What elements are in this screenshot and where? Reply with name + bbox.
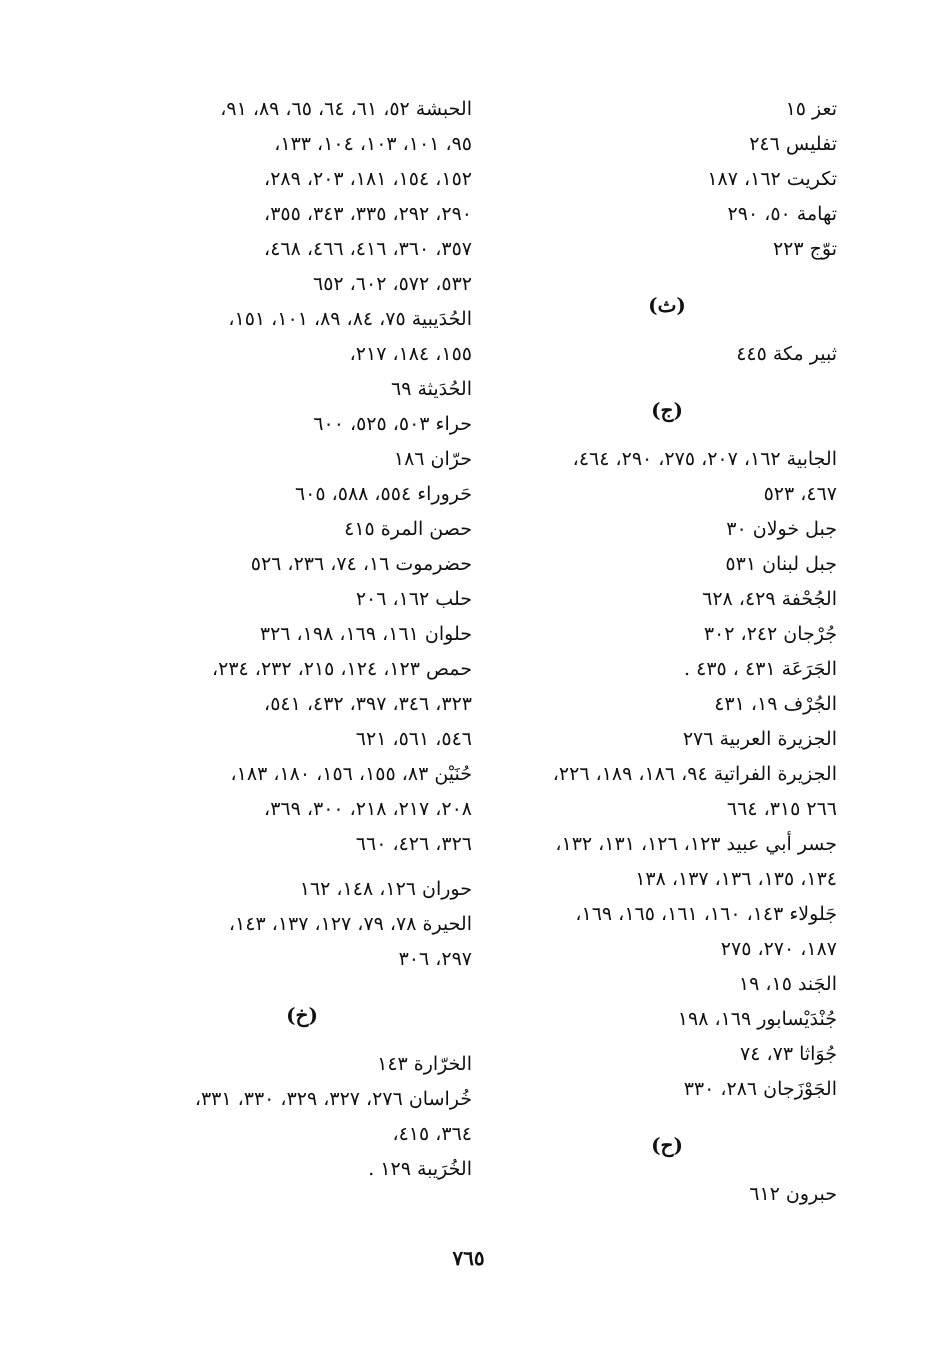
entry-continuation-line: ٢٩٠، ٢٩٢، ٣٣٥، ٣٤٣، ٣٥٥، [264,203,472,225]
index-entry [497,897,837,967]
section-letter-heading: (ح) [651,1133,683,1157]
index-entry [132,617,472,652]
entry-continuation-line: ٩٥، ١٠١، ١٠٣، ١٠٤، ١٣٣، [274,133,472,155]
entry-continuation-line: ١٣٤، ١٣٥، ١٣٦، ١٣٧، ١٣٨ [635,868,837,890]
index-entry [497,652,837,687]
index-entry [497,1002,837,1037]
index-entry [132,652,472,757]
entry-continuation-line: ١٨٧، ٢٧٠، ٢٧٥ [720,938,837,960]
index-entry [497,1177,837,1212]
section-letter-heading: (خ) [286,1003,318,1027]
index-entry [497,162,837,197]
index-entry [497,617,837,652]
index-column-right [497,92,837,1212]
entry-continuation-line: ٢٠٨، ٢١٧، ٢١٨، ٣٠٠، ٣٦٩، [264,798,472,820]
entry-line: جَلولاء ١٤٣، ١٦٠، ١٦١، ١٦٥، ١٦٩، [575,903,837,925]
index-entry [497,232,837,267]
index-entry [497,442,837,512]
entry-continuation-line: ١٥٥، ١٨٤، ٢١٧، [349,343,472,365]
index-entry [497,512,837,547]
entry-line: حصن المرة ٤١٥ [344,518,472,540]
entry-line: جبل خولان ٣٠ [726,518,837,540]
index-entry [132,547,472,582]
entry-line: جبل لبنان ٥٣١ [725,553,837,575]
index-entry [132,1152,472,1187]
index-entry [497,967,837,1002]
index-entry [132,872,472,907]
index-entry [497,547,837,582]
entry-line: حلب ١٦٢، ٢٠٦ [355,588,472,610]
index-entry [497,1072,837,1107]
entry-line: الجُحْفة ٤٢٩، ٦٢٨ [702,588,837,610]
entry-continuation-line: ١٥٢، ١٥٤، ١٨١، ٢٠٣، ٢٨٩، [264,168,472,190]
entry-line: الخرّارة ١٤٣ [377,1053,472,1075]
entry-line: حبرون ٦١٢ [749,1183,837,1205]
entry-line: جُرْجان ٢٤٢، ٣٠٢ [703,623,837,645]
section-letter-heading: (ث) [648,293,686,317]
index-entry [132,477,472,512]
index-entry [497,757,837,827]
entry-line: حرّان ١٨٦ [393,448,472,470]
index-entry [497,687,837,722]
entry-line: الجَند ١٥، ١٩ [738,973,837,995]
index-entry [132,907,472,977]
index-entry [497,722,837,757]
entry-line: خُراسان ٢٧٦، ٣٢٧، ٣٢٩، ٣٣٠، ٣٣١، [194,1088,472,1110]
index-entry [497,827,837,897]
entry-line: ثبير مكة ٤٤٥ [736,343,837,365]
entry-line: الحُدَيبية ٧٥، ٨٤، ٨٩، ١٠١، ١٥١، [228,308,472,330]
index-entry [497,92,837,127]
index-entry [497,337,837,372]
entry-line: تفليس ٢٤٦ [749,133,837,155]
index-entry [132,372,472,407]
index-entry [497,197,837,232]
entry-continuation-line: ٣٥٧، ٣٦٠، ٤١٦، ٤٦٦، ٤٦٨، [264,238,472,260]
entry-continuation-line: ٢٩٧، ٣٠٦ [398,948,472,970]
entry-line: الجَرَعَة ٤٣١ ، ٤٣٥ . [684,658,837,680]
entry-line: الجُرْف ١٩، ٤٣١ [714,693,837,715]
entry-line: الحُدَيثة ٦٩ [391,378,472,400]
index-entry [132,1082,472,1152]
index-entry [132,582,472,617]
entry-line: حمص ١٢٣، ١٢٤، ٢١٥، ٢٣٢، ٢٣٤، [212,658,472,680]
entry-line: حُنَيْن ٨٣، ١٥٥، ١٥٦، ١٨٠، ١٨٣، [230,763,472,785]
entry-continuation-line: ٢٦٦ ٣١٥، ٦٦٤ [726,798,837,820]
entry-line: حضرموت ١٦، ٧٤، ٢٣٦، ٥٢٦ [250,553,472,575]
entry-gap [132,862,472,872]
entry-line: توّج ٢٢٣ [772,238,837,260]
index-entry [132,442,472,477]
entry-line: الجزيرة الفراتية ٩٤، ١٨٦، ١٨٩، ٢٢٦، [552,763,837,785]
entry-line: حراء ٥٠٣، ٥٢٥، ٦٠٠ [313,413,472,435]
entry-line: حوران ١٢٦، ١٤٨، ١٦٢ [299,878,472,900]
entry-continuation-line: ٣٦٤، ٤١٥، [392,1123,472,1145]
entry-line: الجزيرة العربية ٢٧٦ [682,728,837,750]
entry-continuation-line: ٥٤٦، ٥٦١، ٦٢١ [355,728,472,750]
entry-line: تعز ١٥ [785,98,837,120]
index-entry [132,92,472,302]
index-entry [497,1037,837,1072]
entry-continuation-line: ٤٦٧، ٥٢٣ [763,483,837,505]
index-entry [132,407,472,442]
entry-line: الجابية ١٦٢، ٢٠٧، ٢٧٥، ٢٩٠، ٤٦٤، [572,448,837,470]
index-entry [497,127,837,162]
entry-line: تهامة ٥٠، ٢٩٠ [727,203,837,225]
entry-line: تكريت ١٦٢، ١٨٧ [707,168,837,190]
entry-continuation-line: ٥٣٢، ٥٧٢، ٦٠٢، ٦٥٢ [312,273,472,295]
index-entry [132,302,472,372]
entry-line: الجَوْزَجان ٢٨٦، ٣٣٠ [683,1078,837,1100]
index-column-left [132,92,472,1187]
page-number: ٧٦٥ [452,1246,485,1270]
index-entry [497,582,837,617]
entry-line: الحبشة ٥٢، ٦١، ٦٤، ٦٥، ٨٩، ٩١، [220,98,472,120]
entry-line: حَروراء ٥٥٤، ٥٨٨، ٦٠٥ [294,483,472,505]
entry-line: جُنْدَيْسابور ١٦٩، ١٩٨ [677,1008,837,1030]
entry-line: جسر أبي عبيد ١٢٣، ١٢٦، ١٣١، ١٣٢، [555,833,837,855]
entry-line: جُوَاثا ٧٣، ٧٤ [740,1043,837,1065]
entry-continuation-line: ٣٢٦، ٤٢٦، ٦٦٠ [355,833,472,855]
entry-line: الحيرة ٧٨، ٧٩، ١٢٧، ١٣٧، ١٤٣، [228,913,472,935]
entry-line: حلوان ١٦١، ١٦٩، ١٩٨، ٣٢٦ [259,623,472,645]
index-entry [132,512,472,547]
section-letter-heading: (ج) [651,398,683,422]
entry-continuation-line: ٣٢٣، ٣٤٦، ٣٩٧، ٤٣٢، ٥٤١، [264,693,472,715]
entry-line: الخُرَيبة ١٢٩ . [368,1158,472,1180]
index-entry [132,757,472,862]
index-entry [132,1047,472,1082]
